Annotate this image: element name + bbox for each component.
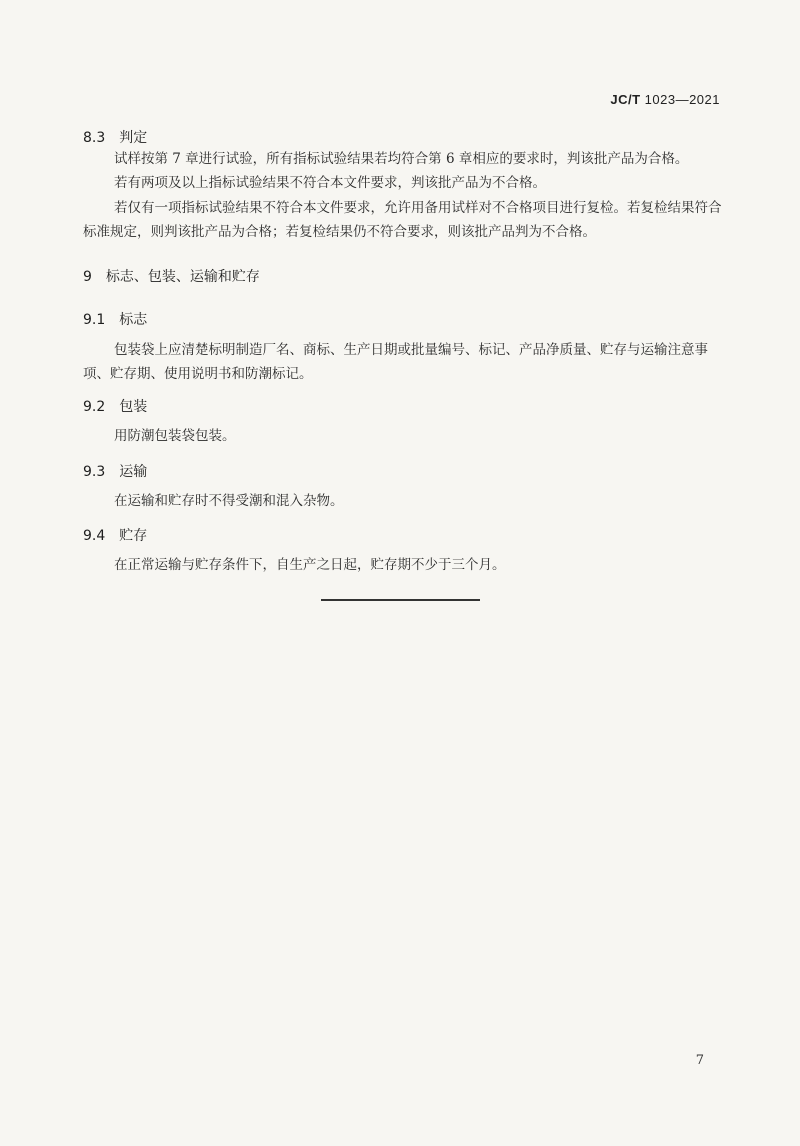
paragraph-8-3-1: 试样按第 7 章进行试验，所有指标试验结果若均符合第 6 章相应的要求时，判该批产品为合格。 <box>114 151 689 167</box>
section-title: 标志 <box>119 312 148 328</box>
paragraph-9-1-1: 包装袋上应清楚标明制造厂名、商标、生产日期或批量编号、标记、产品净质量、贮存与运输注意事项、贮存期、使用说明书和防潮标记。 <box>83 342 708 382</box>
standard-prefix: JC/T <box>610 92 641 107</box>
standard-number: 1023—2021 <box>644 92 720 107</box>
page-number: 7 <box>695 1053 704 1068</box>
section-title: 判定 <box>119 130 148 146</box>
paragraph-9-4-1: 在正常运输与贮存条件下，自生产之日起，贮存期不少于三个月。 <box>114 557 506 573</box>
paragraph-9-2-1: 用防潮包装袋包装。 <box>114 428 236 444</box>
section-title: 运输 <box>119 464 148 480</box>
section-heading-9-1 <box>83 309 147 329</box>
section-number: 8.3 <box>83 130 106 146</box>
chapter-number: 9 <box>83 269 92 285</box>
section-title: 贮存 <box>119 528 148 544</box>
section-number: 9.2 <box>83 399 106 415</box>
section-heading-9-3 <box>83 461 147 481</box>
chapter-heading-9 <box>83 266 260 286</box>
section-heading-8-3 <box>83 127 147 147</box>
section-number: 9.3 <box>83 464 106 480</box>
end-of-document-rule <box>321 599 480 601</box>
paragraph-8-3-3: 若仅有一项指标试验结果不符合本文件要求，允许用备用试样对不合格项目进行复检。若复检结果符合标准规定，则判该批产品为合格；若复检结果仍不符合要求，则该批产品判为不合格。 <box>83 200 722 240</box>
section-number: 9.1 <box>83 312 106 328</box>
section-title: 包装 <box>119 399 148 415</box>
paragraph-8-3-2: 若有两项及以上指标试验结果不符合本文件要求，判该批产品为不合格。 <box>114 175 546 191</box>
section-heading-9-4 <box>83 525 147 545</box>
standard-code <box>610 92 720 107</box>
paragraph-9-3-1: 在运输和贮存时不得受潮和混入杂物。 <box>114 493 344 509</box>
section-number: 9.4 <box>83 528 106 544</box>
chapter-title: 标志、包装、运输和贮存 <box>105 269 260 285</box>
section-heading-9-2 <box>83 396 147 416</box>
